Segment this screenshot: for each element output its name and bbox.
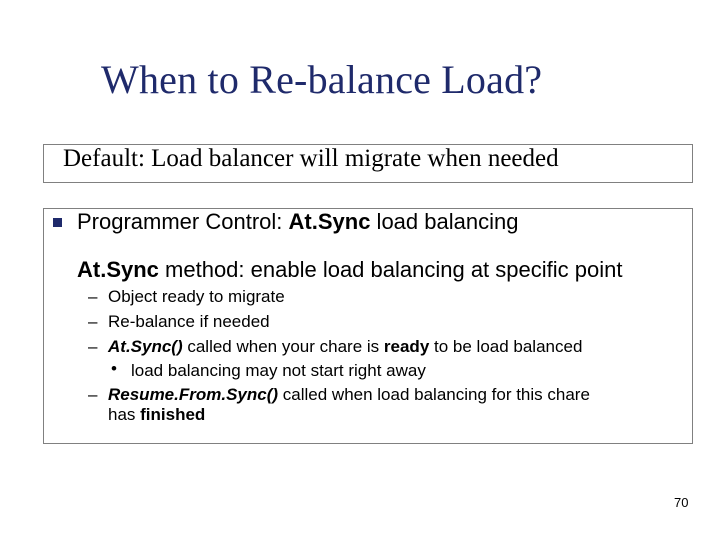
bullet-programmer-control xyxy=(77,209,518,235)
bullet1-suffix: load balancing xyxy=(370,209,519,234)
slide-title: When to Re-balance Load? xyxy=(101,57,543,102)
sub4cont-bold: finished xyxy=(140,405,206,424)
sub-item-rebalance: Re-balance if needed xyxy=(108,312,270,331)
square-bullet-icon xyxy=(53,218,62,227)
bullet2-suffix: method: enable load balancing at specific point xyxy=(158,257,623,282)
sub3-bold: ready xyxy=(383,337,430,356)
sub3-suffix: to be load balanced xyxy=(429,337,583,356)
sub-item-ready: Object ready to migrate xyxy=(108,287,285,306)
dash-icon: – xyxy=(88,385,98,404)
page-number: 70 xyxy=(674,495,689,510)
dash-icon: – xyxy=(88,287,98,306)
dash-icon: – xyxy=(88,312,98,331)
sub3-mid: called when your chare is xyxy=(182,337,384,356)
bullet2-bold: At.Sync xyxy=(77,257,159,282)
sub-item-resume-cont xyxy=(108,405,205,425)
bullet-atsync-method xyxy=(77,257,622,283)
sub4-bold-italic: Resume.From.Sync() xyxy=(108,385,279,404)
sub-item-resume xyxy=(108,385,590,405)
dash-icon: – xyxy=(88,337,98,356)
sub-sub-item-may-not-start: load balancing may not start right away xyxy=(131,361,426,380)
bullet1-prefix: Programmer Control: xyxy=(77,209,289,234)
sub-item-atsync-call xyxy=(108,337,582,357)
default-line: Default: Load balancer will migrate when needed xyxy=(63,145,559,172)
sub4cont-prefix: has xyxy=(108,405,141,424)
dot-bullet-icon: • xyxy=(111,359,117,378)
sub4-suffix: called when load balancing for this chare xyxy=(278,385,590,404)
bullet1-bold: At.Sync xyxy=(288,209,371,234)
sub3-bold-italic: At.Sync() xyxy=(108,337,183,356)
